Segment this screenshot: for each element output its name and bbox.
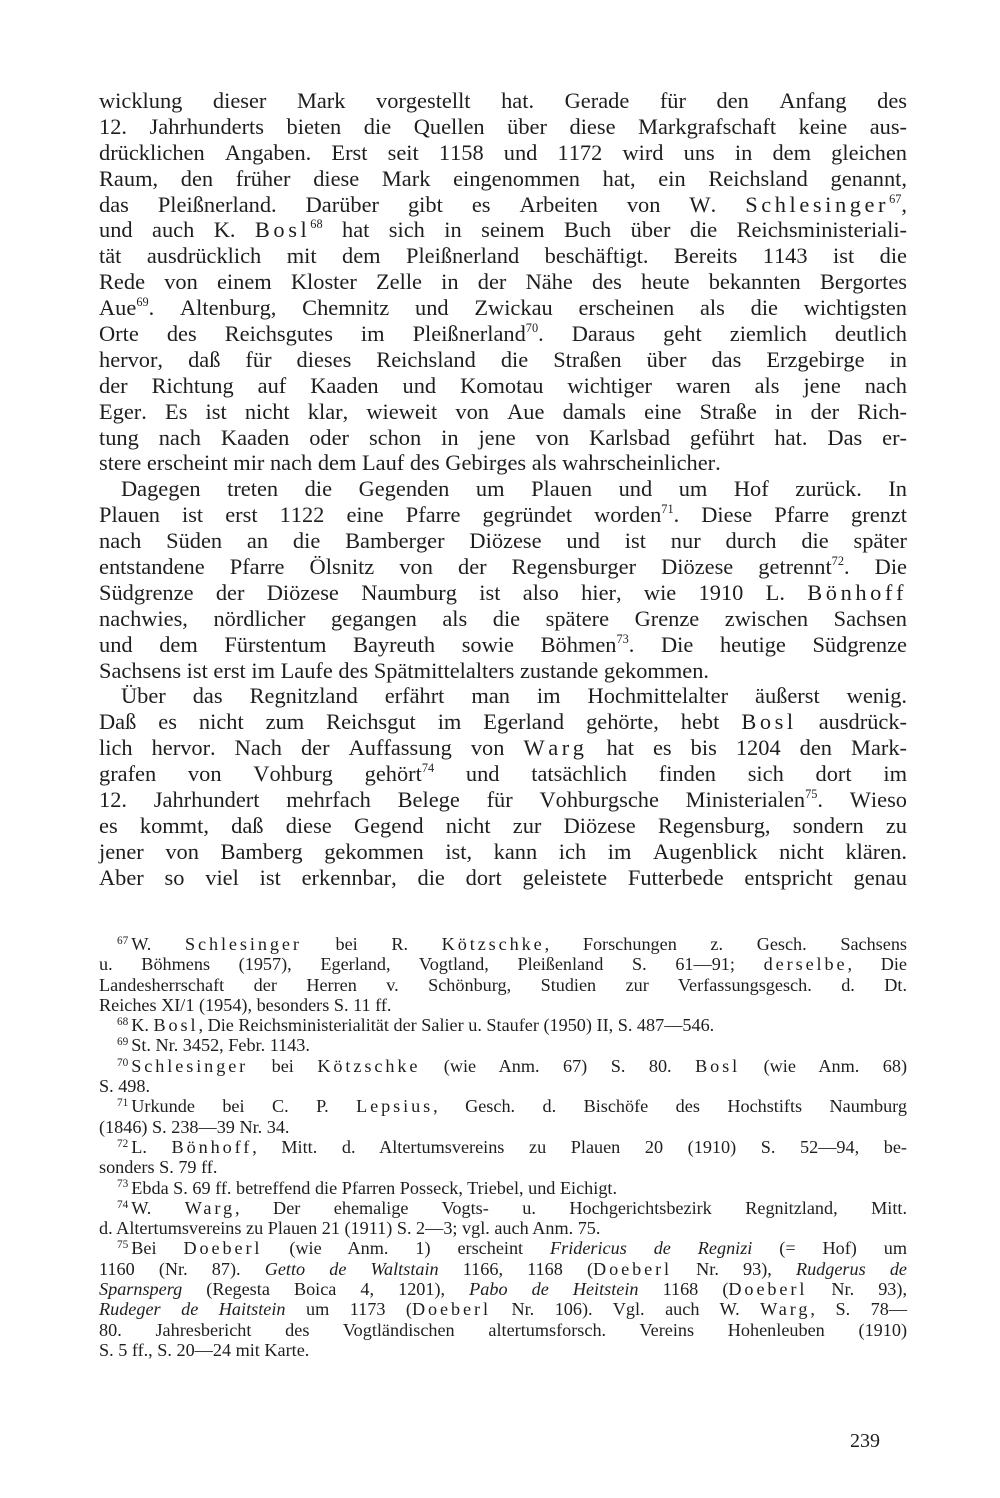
text-run: bei xyxy=(248,1055,318,1076)
spaced-name: Bönhoff xyxy=(807,579,907,605)
footnote-number: 73 xyxy=(117,1178,129,1191)
text-line xyxy=(99,217,907,243)
footnote-ref: 68 xyxy=(310,217,323,232)
footnotes xyxy=(99,934,907,1360)
text-run: um 1173 ( xyxy=(285,1299,412,1320)
text-run: sonders S. 79 ff. xyxy=(99,1157,218,1178)
spaced-name: Doeberl xyxy=(183,1238,263,1259)
text-run: und auch K. xyxy=(99,217,255,243)
text-run: L. xyxy=(131,1136,172,1157)
text-run: (= Hof) um xyxy=(752,1238,907,1259)
footnote-71 xyxy=(99,1096,907,1137)
footnote-line xyxy=(99,1299,907,1319)
italic-text: Rudeger de Haitstein xyxy=(99,1299,286,1320)
text-run: . Die xyxy=(843,554,907,580)
footnote-line xyxy=(99,954,907,974)
text-run: (wie Anm. 1) erscheint xyxy=(262,1238,551,1259)
text-run: W. xyxy=(131,1197,185,1218)
spaced-name: Bönhoff xyxy=(171,1136,253,1157)
text-run: . Diese Pfarre grenzt xyxy=(673,502,908,528)
text-run: , S. 78— xyxy=(810,1299,908,1320)
footnote-line xyxy=(99,1096,907,1116)
text-line: Über das Regnitzland erfährt man im Hochmittelalter äußerst wenig. xyxy=(121,683,907,709)
text-run: Plauen ist erst 1122 eine Pfarre gegründet worden xyxy=(99,502,662,528)
text-line: drücklichen Angaben. Erst seit 1158 und 1172 wird uns in dem gleichen xyxy=(99,139,907,165)
text-run: . Die heutige Südgrenze xyxy=(628,631,907,657)
footnote-line xyxy=(99,995,907,1015)
text-run: S. 5 ff., S. 20—24 mit Karte. xyxy=(99,1339,310,1360)
text-run: (Regesta Boica 4, 1201), xyxy=(182,1279,470,1300)
spaced-name: Warg xyxy=(523,735,588,761)
footnote-72 xyxy=(99,1137,907,1178)
text-line: nachwies, nördlicher gegangen als die spätere Grenze zwischen Sachsen xyxy=(99,605,907,631)
footnote-line xyxy=(99,975,907,995)
text-line: Rede von einem Kloster Zelle in der Nähe des heute bekannten Bergortes xyxy=(99,269,907,295)
footnote-line xyxy=(99,1056,907,1076)
body-text xyxy=(99,88,907,891)
footnote-74 xyxy=(99,1198,907,1239)
text-run: Bei xyxy=(131,1238,184,1259)
text-line: tät ausdrücklich mit dem Pleißnerland beschäftigt. Bereits 1143 ist die xyxy=(99,243,907,269)
footnote-ref: 67 xyxy=(889,191,902,206)
footnote-70 xyxy=(99,1056,907,1097)
text-run: , Die Reichsministerialität der Salier u. Staufer (1950) II, S. 487—546. xyxy=(198,1015,715,1036)
spaced-name: Bosl xyxy=(153,1015,199,1036)
text-run: grafen von Vohburg gehört xyxy=(99,761,422,787)
text-line xyxy=(99,580,907,606)
spaced-name: Doeberl xyxy=(593,1258,673,1279)
text-run: . Wieso xyxy=(817,787,907,813)
text-line xyxy=(99,632,907,658)
text-line: der Richtung auf Kaaden und Komotau wichtiger waren als jene nach xyxy=(99,372,907,398)
footnote-ref: 71 xyxy=(661,502,674,517)
text-line xyxy=(99,735,907,761)
text-line: hervor, daß für dieses Reichsland die Straßen über das Erzgebirge in xyxy=(99,346,907,372)
footnote-number: 74 xyxy=(117,1198,129,1211)
text-line xyxy=(99,192,907,218)
footnote-line xyxy=(99,1340,907,1360)
footnote-line xyxy=(99,1035,907,1055)
footnote-number: 72 xyxy=(117,1137,129,1150)
text-line: es kommt, daß diese Gegend nicht zur Diözese Regensburg, sondern zu xyxy=(99,812,907,838)
text-run: d. Altertumsvereins zu Plauen 21 (1911) S. 2—3; vgl. auch Anm. 75. xyxy=(99,1218,601,1239)
text-line: Aber so viel ist erkennbar, die dort geleistete Futterbede entspricht genau xyxy=(99,864,907,890)
text-line xyxy=(99,554,907,580)
footnote-line xyxy=(99,1198,907,1218)
footnote-ref: 74 xyxy=(421,760,435,775)
footnote-ref: 75 xyxy=(805,786,818,801)
text-run: , Mitt. d. Altertumsvereins zu Plauen 20 (1910) S. 52—94, be- xyxy=(252,1136,907,1157)
footnote-line xyxy=(99,1238,907,1258)
text-run: Reiches XI/1 (1954), besonders S. 11 ff. xyxy=(99,994,392,1015)
spaced-name: Bosl xyxy=(695,1055,741,1076)
footnote-ref: 73 xyxy=(616,631,629,646)
italic-text: Pabo de Heitstein xyxy=(469,1279,639,1300)
text-line: nach Süden an die Bamberger Diözese und ist nur durch die später xyxy=(99,528,907,554)
text-run: Nr. 93), xyxy=(672,1258,796,1279)
text-run: Aue xyxy=(99,295,137,321)
text-run: , Forschungen z. Gesch. Sachsens xyxy=(544,934,908,954)
footnote-69 xyxy=(99,1035,907,1055)
text-line: tung nach Kaaden oder schon in jene von Karlsbad geführt hat. Das er- xyxy=(99,424,907,450)
footnote-ref: 69 xyxy=(136,294,149,309)
text-line xyxy=(99,502,907,528)
text-line: 12. Jahrhunderts bieten die Quellen über diese Markgrafschaft keine aus- xyxy=(99,113,907,139)
footnote-75 xyxy=(99,1238,907,1360)
text-run: Urkunde bei C. P. xyxy=(131,1096,357,1117)
text-run: , Gesch. d. Bischöfe des Hochstifts Naumburg xyxy=(433,1096,907,1117)
footnote-line xyxy=(99,1320,907,1340)
text-run: 1166, 1168 ( xyxy=(438,1258,594,1279)
spaced-name: derselbe xyxy=(763,954,848,975)
text-run: , Die xyxy=(847,954,907,975)
spaced-name: Bosl xyxy=(741,709,797,735)
spaced-name: Warg xyxy=(184,1197,236,1218)
text-run: K. xyxy=(131,1015,154,1036)
text-run: das Pleißnerland. Darüber gibt es Arbeiten von W. xyxy=(99,191,746,217)
text-run: (wie Anm. 68) xyxy=(740,1055,908,1076)
text-run: entstandene Pfarre Ölsnitz von der Regensburger Diözese getrennt xyxy=(99,554,832,580)
text-run: 12. Jahrhundert mehrfach Belege für Vohburgsche Ministerialen xyxy=(99,787,806,813)
text-run: , Der ehemalige Vogts- u. Hochgerichtsbezirk Regnitzland, Mitt. xyxy=(235,1197,908,1218)
text-line: Dagegen treten die Gegenden um Plauen und um Hof zurück. In xyxy=(121,476,907,502)
text-line xyxy=(99,787,907,813)
text-line xyxy=(99,321,907,347)
footnote-line xyxy=(99,1178,907,1198)
text-run: 80. Jahresbericht des Vogtländischen altertumsforsch. Vereins Hohenleuben (1910) xyxy=(99,1319,907,1340)
text-run: ausdrück- xyxy=(796,709,907,735)
text-run: und dem Fürstentum Bayreuth sowie Böhmen xyxy=(99,631,617,657)
footnote-line xyxy=(99,1218,907,1238)
footnote-line xyxy=(99,934,907,954)
spaced-name: Bosl xyxy=(254,217,311,243)
footnote-ref: 70 xyxy=(525,320,539,335)
text-run: (wie Anm. 67) S. 80. xyxy=(420,1055,696,1076)
text-run: Südgrenze der Diözese Naumburg ist also hier, wie 1910 L. xyxy=(99,579,808,605)
footnote-number: 67 xyxy=(117,934,129,947)
text-run: Landesherrschaft der Herren v. Schönburg, Studien zur Verfassungsgesch. d. Dt. xyxy=(99,974,907,995)
italic-text: Fridericus de Regnizi xyxy=(550,1238,753,1259)
footnote-line xyxy=(99,1259,907,1279)
text-run: . Altenburg, Chemnitz und Zwickau erscheinen als die wichtigsten xyxy=(148,295,907,321)
footnote-number: 69 xyxy=(117,1036,129,1049)
footnote-73 xyxy=(99,1178,907,1198)
footnote-68 xyxy=(99,1015,907,1035)
text-run: W. xyxy=(131,934,185,954)
italic-text: Getto de Waltstain xyxy=(264,1258,439,1279)
text-line: Eger. Es ist nicht klar, wieweit von Aue damals eine Straße in der Rich- xyxy=(99,398,907,424)
text-run: 1168 ( xyxy=(638,1279,729,1300)
footnote-line xyxy=(99,1117,907,1137)
spaced-name: Doeberl xyxy=(728,1279,808,1300)
text-run: hat sich in seinem Buch über die Reichsministeriali- xyxy=(322,217,907,243)
text-run: bei R. xyxy=(301,934,442,954)
footnote-line xyxy=(99,1137,907,1157)
text-run: hat es bis 1204 den Mark- xyxy=(587,735,907,761)
spaced-name: Warg xyxy=(760,1299,811,1320)
footnote-ref: 72 xyxy=(831,553,844,568)
text-run: , xyxy=(901,191,907,217)
text-run: St. Nr. 3452, Febr. 1143. xyxy=(131,1035,310,1056)
page-number: 239 xyxy=(850,1430,880,1452)
text-line xyxy=(99,295,907,321)
text-line: stere erscheint mir nach dem Lauf des Gebirges als wahrscheinlicher. xyxy=(99,450,721,476)
text-line: Raum, den früher diese Mark eingenommen hat, ein Reichsland genannt, xyxy=(99,165,907,191)
text-run: Ebda S. 69 ff. betreffend die Pfarren Posseck, Triebel, und Eichigt. xyxy=(131,1177,618,1198)
italic-text: Sparnsperg xyxy=(99,1279,183,1300)
text-run: (1846) S. 238—39 Nr. 34. xyxy=(99,1116,290,1137)
text-run: S. 498. xyxy=(99,1076,151,1097)
spaced-name: Lepsius xyxy=(356,1096,434,1117)
footnote-line xyxy=(99,1015,907,1035)
footnote-number: 70 xyxy=(117,1056,129,1069)
text-line xyxy=(99,761,907,787)
footnote-67 xyxy=(99,934,907,1015)
footnote-line xyxy=(99,1279,907,1299)
text-run: Nr. 93), xyxy=(807,1279,907,1300)
footnote-number: 71 xyxy=(117,1097,129,1110)
spaced-name: Schlesinger xyxy=(184,934,302,954)
footnote-number: 75 xyxy=(117,1239,129,1252)
text-run: Nr. 106). Vgl. auch W. xyxy=(490,1299,761,1320)
text-run: Orte des Reichsgutes im Pleißnerland xyxy=(99,321,526,347)
spaced-name: Kötzschke xyxy=(317,1055,421,1076)
footnote-line xyxy=(99,1157,907,1177)
text-line: wicklung dieser Mark vorgestellt hat. Gerade für den Anfang des xyxy=(99,88,907,113)
text-run: lich hervor. Nach der Auffassung von xyxy=(99,735,524,761)
italic-text: Rudgerus de xyxy=(795,1258,907,1279)
spaced-name: Schlesinger xyxy=(131,1055,249,1076)
text-run: u. Böhmens (1957), Egerland, Vogtland, Pleißenland S. 61—91; xyxy=(99,954,764,975)
text-run: . Daraus geht ziemlich deutlich xyxy=(538,321,907,347)
spaced-name: Schlesinger xyxy=(745,191,890,217)
text-run: 1160 (Nr. 87). xyxy=(99,1258,265,1279)
text-line: jener von Bamberg gekommen ist, kann ich im Augenblick nicht klären. xyxy=(99,838,907,864)
text-run: und tatsächlich finden sich dort im xyxy=(434,761,907,787)
text-line: Sachsens ist erst im Laufe des Spätmittelalters zustande gekommen. xyxy=(99,657,709,683)
footnote-line xyxy=(99,1076,907,1096)
text-run: Daß es nicht zum Reichsgut im Egerland gehörte, hebt xyxy=(99,709,742,735)
spaced-name: Doeberl xyxy=(412,1299,491,1320)
footnote-number: 68 xyxy=(117,1015,129,1028)
text-line xyxy=(99,709,907,735)
spaced-name: Kötzschke xyxy=(441,934,545,954)
